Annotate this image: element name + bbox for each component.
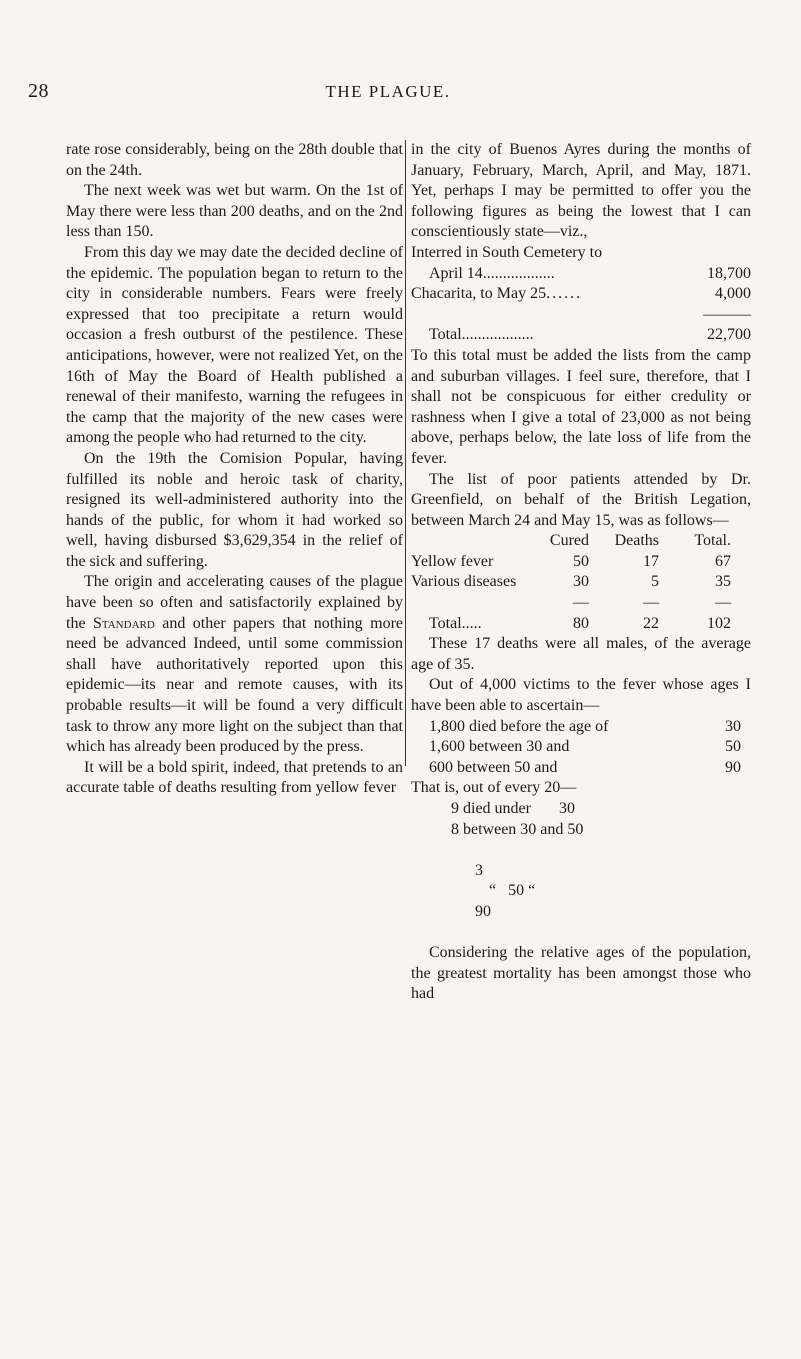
age-row (429, 717, 741, 738)
burial-row (411, 264, 751, 285)
cell-total: 102 (707, 614, 731, 632)
row-label: Total..... (429, 614, 482, 632)
that-is-line: That is, out of every 20— (411, 779, 577, 797)
age-row (429, 758, 741, 779)
age-value: 90 (725, 758, 741, 776)
sum-rule-row (411, 305, 751, 326)
fraction-count: 3 (475, 861, 483, 879)
burial-value: 18,700 (707, 264, 751, 282)
patients-table (411, 531, 751, 634)
fraction-row (451, 799, 751, 820)
page-number: 28 (28, 80, 49, 102)
paragraph: It will be a bold spirit, indeed, that pretends to an accurate table of deaths resulting from yellow fever (66, 758, 403, 797)
paragraph (66, 572, 403, 757)
paragraph: On the 19th the Comision Popular, having fulfilled its noble and heroic task of charity, resigned its well-administered authority into the hands of the public, for whom it had worked so well, having disbursed $3,629,354 in the relief of the sick and suffering. (66, 449, 403, 570)
age-text: 1,800 died before the age of (429, 717, 609, 735)
fractions-list (411, 799, 751, 943)
cell-cured: 80 (573, 614, 589, 632)
cell-total: 67 (715, 552, 731, 570)
burial-label (429, 264, 555, 285)
paragraph: Considering the relative ages of the population, the greatest mortality has been amongst those who had (411, 944, 751, 1003)
fraction-count: 9 (451, 800, 459, 817)
rule-dash: — (715, 594, 731, 612)
paragraph: in the city of Buenos Ayres during the months of January, February, March, April, and May, 1871. Yet, perhaps I may be permitted to offer you the following figures as being the lowest that I can conscientiously state—viz., (411, 141, 751, 241)
right-column (411, 140, 751, 1005)
table-row (411, 572, 751, 593)
rule-dash: — (573, 594, 589, 612)
ages-list (411, 717, 751, 779)
paragraph: Out of 4,000 victims to the fever whose ages I have been able to ascertain— (411, 676, 751, 715)
total-value: 22,700 (707, 326, 751, 344)
table-rule-row (411, 593, 751, 614)
rule-dash: — (643, 594, 659, 612)
text-run: The origin and accelerating causes of the plague have been so often and satisfactorily explained by the (66, 573, 403, 632)
cell-deaths: 17 (643, 552, 659, 570)
cell-cured: 50 (573, 552, 589, 570)
header-total: Total. (694, 532, 731, 550)
paragraph: The next week was wet but warm. On the 1st of May there were less than 200 deaths, and on the 2nd less than 150. (66, 182, 403, 241)
paragraph: The list of poor patients attended by Dr. Greenfield, on behalf of the British Legation, between March 24 and May 15, was as follows— (411, 470, 751, 529)
newspaper-name: Standard (93, 614, 155, 632)
fraction-count: 8 (451, 820, 459, 838)
paragraph: These 17 deaths were all males, of the average age of 35. (411, 635, 751, 673)
table-row (411, 552, 751, 573)
burial-label-text: April 14 (429, 264, 483, 282)
total-row (411, 325, 751, 346)
header-deaths: Deaths (614, 532, 659, 550)
paragraph: To this total must be added the lists from the camp and suburban villages. I feel sure, therefore, that I shall not be conspicuous for either credulity or rashness when I give a total of 23,000 as not being above, perhaps below, the late loss of life from the fever. (411, 346, 751, 467)
burial-value: 4,000 (715, 285, 751, 303)
paragraph: From this day we may date the decided decline of the epidemic. The population began to return to the city in considerable numbers. Fears were freely expressed that too precipitate a return would occasion a fresh outburst of the pestilence. These anticipations, however, were not realized Yet, on the 16th of May the Board of Health published a renewal of their manifesto, warning the refugees in the camp that the majority of the new cases were among the people who had returned to the city. (66, 243, 403, 447)
fraction-row (451, 820, 751, 841)
age-value: 30 (725, 717, 741, 735)
leader-dots: .................. (461, 326, 534, 344)
burial-label (411, 284, 582, 305)
burial-label-text: Chacarita, to May 25 (411, 285, 547, 303)
fraction-row (451, 840, 751, 943)
burial-row (411, 284, 751, 305)
age-text: 600 between 50 and (429, 758, 558, 776)
paragraph: rate rose considerably, being on the 28th double that on the 24th. (66, 141, 403, 179)
cell-total: 35 (715, 573, 731, 591)
column-divider (405, 140, 406, 766)
table-total-row (411, 614, 751, 635)
cell-deaths: 5 (651, 573, 659, 591)
leader-dots: .................. (482, 264, 555, 282)
age-value: 50 (725, 738, 741, 756)
age-text: 1,600 between 30 and (429, 738, 570, 756)
row-label: Various diseases (411, 573, 517, 591)
header-cured: Cured (549, 532, 589, 550)
left-column (66, 140, 403, 799)
fraction-value: 30 (558, 800, 575, 817)
sum-rule: ——— (703, 305, 751, 323)
fraction-text: “ 50 “ (489, 882, 536, 900)
table-header (411, 531, 751, 552)
page-header (28, 80, 748, 108)
cell-cured: 30 (573, 573, 589, 591)
leader-dots: ...... (546, 285, 583, 303)
fraction-text: between 30 and 50 (463, 820, 584, 838)
cell-deaths: 22 (643, 614, 659, 632)
interred-heading: Interred in South Cemetery to (411, 243, 603, 261)
age-row (429, 737, 741, 758)
running-title: THE PLAGUE. (325, 82, 451, 101)
fraction-value: 90 (475, 902, 491, 920)
fraction-text: died under (463, 800, 531, 817)
total-label-text: Total (429, 326, 462, 344)
row-label: Yellow fever (411, 552, 494, 570)
total-label (429, 325, 534, 346)
text-run: and other papers that nothing more need be advanced Indeed, until some commission shall have authoritatively reported upon this epidemic—its near and remote causes, with its probable results—it will be found a very difficult task to throw any more light on the subject than that which has already been produced by the press. (66, 614, 403, 756)
